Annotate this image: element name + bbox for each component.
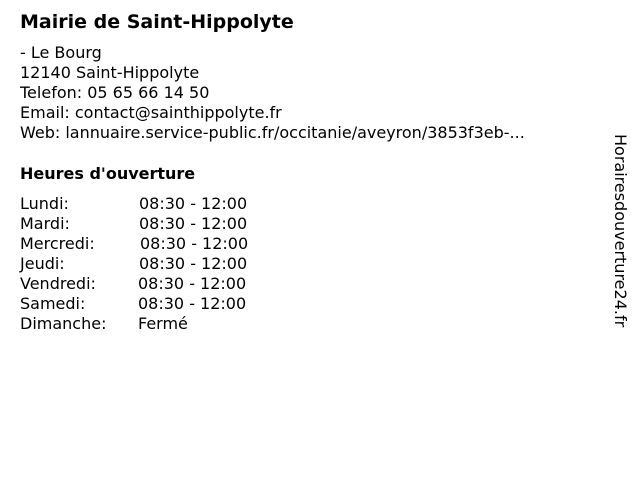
hours-row-monday <box>20 194 300 214</box>
email-address: Email: contact@sainthippolyte.fr <box>20 103 282 122</box>
website-url: Web: lannuaire.service-public.fr/occitanie/aveyron/3853f3eb-... <box>20 123 525 142</box>
page-title: Mairie de Saint-Hippolyte <box>20 11 294 33</box>
opening-hours-list <box>20 194 300 334</box>
time-value: 08:30 - 12:00 <box>139 254 248 273</box>
hours-row-tuesday <box>20 214 300 234</box>
street-address: - Le Bourg <box>20 43 102 62</box>
contact-details <box>20 43 525 143</box>
hours-row-wednesday <box>20 234 300 254</box>
postal-city: 12140 Saint-Hippolyte <box>20 63 200 82</box>
time-value: 08:30 - 12:00 <box>139 214 248 233</box>
time-value: 08:30 - 12:00 <box>138 274 247 293</box>
time-value: Fermé <box>138 314 188 333</box>
time-value: 08:30 - 12:00 <box>138 294 247 313</box>
hours-row-sunday <box>20 314 300 334</box>
site-watermark: Horairesdouverture24.fr <box>611 134 630 328</box>
phone-number: Telefon: 05 65 66 14 50 <box>20 83 210 102</box>
day-label: Jeudi: <box>20 254 65 273</box>
hours-heading: Heures d'ouverture <box>20 164 196 183</box>
time-value: 08:30 - 12:00 <box>140 234 249 253</box>
day-label: Vendredi: <box>20 274 96 293</box>
hours-row-saturday <box>20 294 300 314</box>
day-label: Mercredi: <box>20 234 95 253</box>
day-label: Dimanche: <box>20 314 107 333</box>
day-label: Samedi: <box>20 294 86 313</box>
hours-row-thursday <box>20 254 300 274</box>
day-label: Lundi: <box>20 194 69 213</box>
time-value: 08:30 - 12:00 <box>139 194 248 213</box>
day-label: Mardi: <box>20 214 70 233</box>
hours-row-friday <box>20 274 300 294</box>
